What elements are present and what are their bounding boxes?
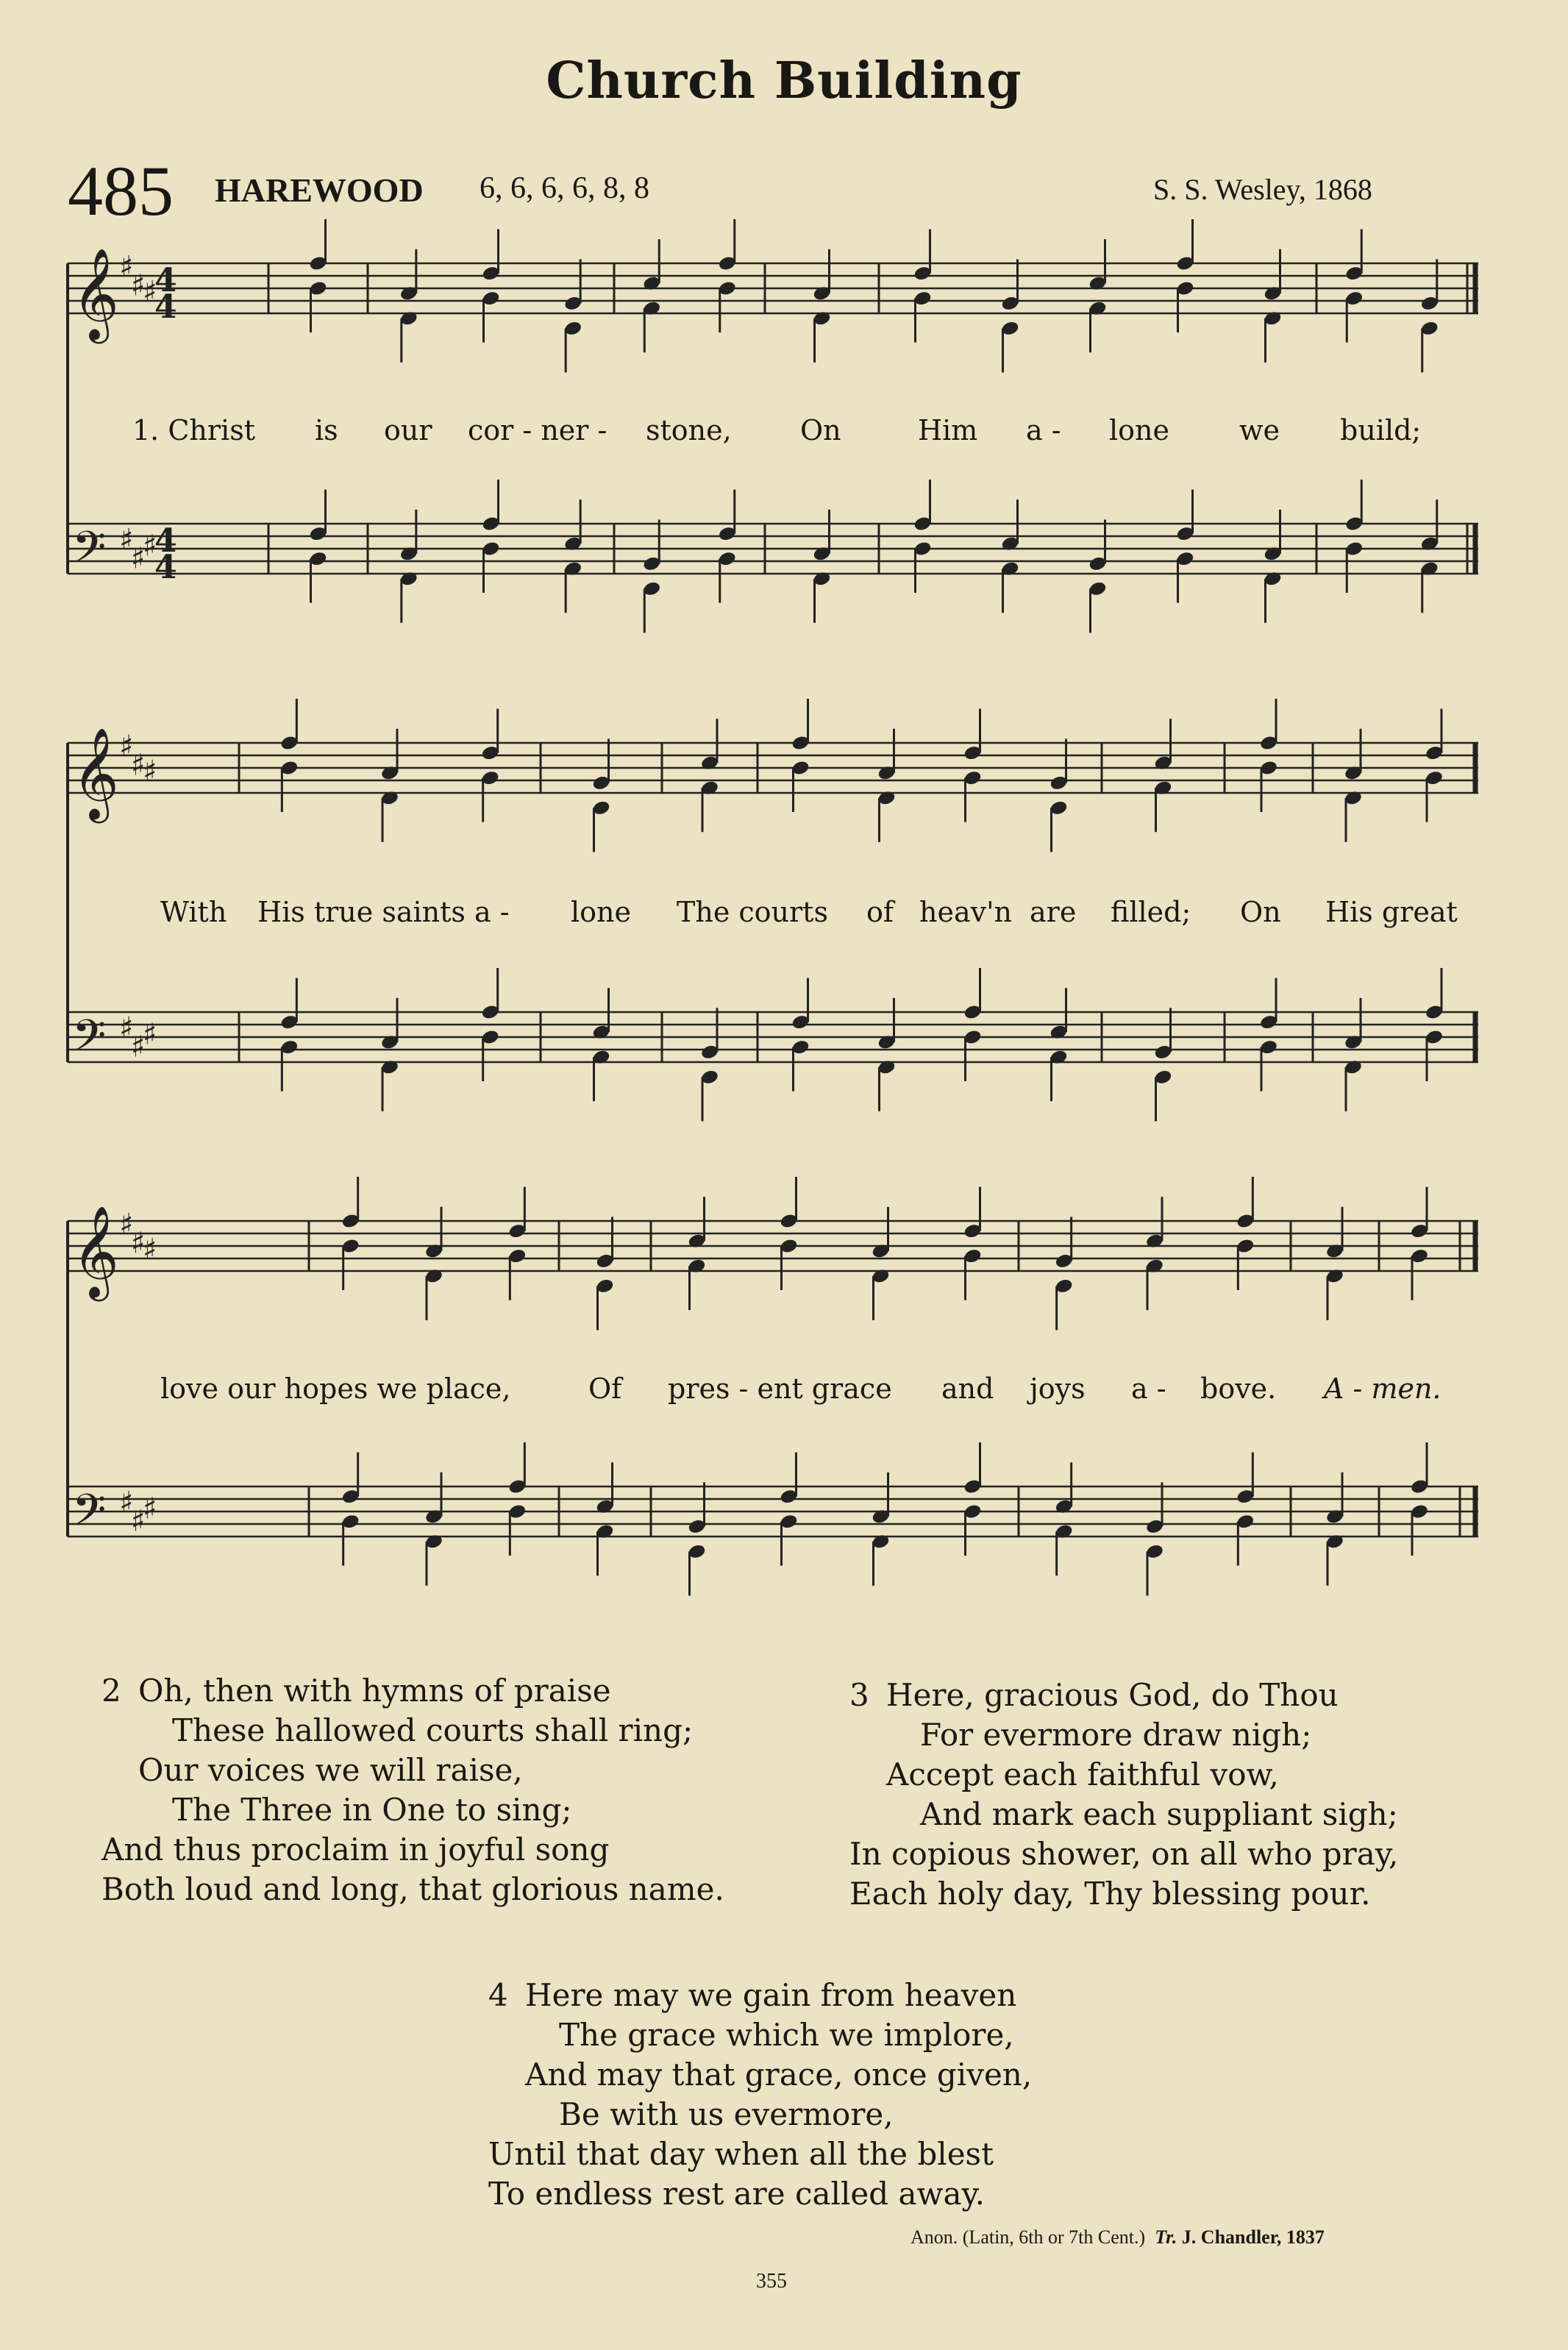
time-signature-top: 4 bbox=[154, 262, 177, 299]
verse-number: 3 bbox=[849, 1677, 869, 1713]
lyric-syllable: build; bbox=[1340, 414, 1422, 446]
lyric-syllable: On bbox=[800, 414, 841, 446]
verse-line: These hallowed courts shall ring; bbox=[172, 1712, 694, 1748]
verse-line: To endless rest are called away. bbox=[488, 2176, 986, 2212]
verse-4 bbox=[488, 1976, 1032, 2214]
attribution-source: Anon. (Latin, 6th or 7th Cent.) bbox=[910, 2226, 1146, 2248]
lyric-syllable: On bbox=[1240, 896, 1281, 928]
lyric-syllable: stone, bbox=[646, 414, 732, 446]
lyric-syllable: we bbox=[1239, 414, 1280, 446]
verse-line: In copious shower, on all who pray, bbox=[849, 1836, 1399, 1872]
lyric-syllable: pres - ent grace bbox=[668, 1372, 892, 1405]
lyric-syllable: are bbox=[1030, 896, 1077, 928]
verse-line: For evermore draw nigh; bbox=[920, 1717, 1312, 1753]
sharp-icon: ♯ bbox=[143, 1233, 157, 1267]
meter: 6, 6, 6, 6, 8, 8 bbox=[480, 171, 649, 205]
lyric-syllable: cor - ner - bbox=[468, 414, 607, 446]
sharp-icon: ♯ bbox=[143, 755, 157, 788]
bass-clef-icon: 𝄢 bbox=[72, 1010, 107, 1072]
sharp-icon: ♯ bbox=[119, 250, 134, 284]
lyric-syllable: With bbox=[160, 896, 227, 928]
lyric-syllable: our bbox=[384, 414, 432, 446]
bass-clef-icon: 𝄢 bbox=[72, 521, 107, 583]
verse-line: The grace which we implore, bbox=[559, 2017, 1014, 2053]
hymn-number: 485 bbox=[68, 152, 174, 230]
treble-clef-icon: 𝄞 bbox=[72, 1206, 119, 1297]
bass-clef-icon: 𝄢 bbox=[72, 1484, 107, 1546]
treble-clef-icon: 𝄞 bbox=[72, 727, 119, 819]
verse-line: And thus proclaim in joyful song bbox=[101, 1831, 610, 1867]
translator: J. Chandler, 1837 bbox=[1181, 2226, 1325, 2248]
treble-clef-icon: 𝄞 bbox=[72, 248, 119, 340]
lyric-syllable: bove. bbox=[1200, 1372, 1277, 1405]
page-number: 355 bbox=[756, 2270, 787, 2293]
lyric-syllable: of bbox=[866, 896, 894, 928]
sharp-icon: ♯ bbox=[131, 1030, 146, 1064]
verse-2 bbox=[101, 1671, 724, 1909]
verse-number: 2 bbox=[101, 1673, 121, 1709]
lyric-syllable: filled; bbox=[1111, 896, 1191, 928]
lyric-syllable: love our hopes we place, bbox=[160, 1372, 511, 1405]
lyric-syllable: His great bbox=[1325, 896, 1458, 928]
sharp-icon: ♯ bbox=[131, 748, 146, 783]
lyric-syllable: Him bbox=[918, 414, 978, 446]
sharp-icon: ♯ bbox=[119, 1486, 134, 1520]
sharp-icon: ♯ bbox=[131, 268, 146, 303]
lyric-syllable: 1. Christ bbox=[132, 414, 255, 446]
verse-line: Oh, then with hymns of praise bbox=[138, 1673, 611, 1709]
time-signature-bottom: 4 bbox=[154, 288, 177, 326]
verse-line: Be with us evermore, bbox=[559, 2096, 894, 2132]
verse-line: Accept each faithful vow, bbox=[886, 1756, 1279, 1792]
sharp-icon: ♯ bbox=[143, 1492, 157, 1526]
lyric-syllable: Of bbox=[588, 1372, 622, 1405]
verse-3 bbox=[849, 1676, 1398, 1914]
lyric-syllable: is bbox=[315, 414, 338, 446]
sharp-icon: ♯ bbox=[119, 1011, 134, 1045]
time-signature-top: 4 bbox=[154, 522, 177, 560]
lyric-syllable: heav'n bbox=[919, 896, 1013, 928]
sharp-icon: ♯ bbox=[143, 275, 157, 309]
sharp-icon: ♯ bbox=[131, 1226, 146, 1261]
sharp-icon: ♯ bbox=[119, 730, 134, 763]
lyric-syllable: a - bbox=[1131, 1372, 1166, 1405]
verse-line: And may that grace, once given, bbox=[525, 2057, 1033, 2093]
sharp-icon: ♯ bbox=[119, 523, 134, 557]
attribution bbox=[910, 2226, 1325, 2248]
lyric-syllable: His true saints a - bbox=[257, 896, 510, 928]
verse-line: Our voices we will raise, bbox=[138, 1752, 523, 1788]
lyric-syllable: lone bbox=[1109, 414, 1169, 446]
time-signature-bottom: 4 bbox=[154, 549, 177, 586]
verse-line: Each holy day, Thy blessing pour. bbox=[849, 1876, 1371, 1912]
translator-prefix: Tr. bbox=[1155, 2226, 1177, 2248]
page-title: Church Building bbox=[546, 51, 1022, 110]
lyric-syllable: The courts bbox=[677, 896, 828, 928]
sharp-icon: ♯ bbox=[131, 1504, 146, 1539]
sharp-icon: ♯ bbox=[131, 541, 146, 576]
verse-line: And mark each suppliant sigh; bbox=[920, 1796, 1398, 1832]
tune-name: HAREWOOD bbox=[215, 171, 424, 209]
verse-line: The Three in One to sing; bbox=[172, 1792, 572, 1828]
verse-line: Until that day when all the blest bbox=[488, 2136, 994, 2172]
sharp-icon: ♯ bbox=[143, 1017, 157, 1052]
lyric-amen: A - men. bbox=[1324, 1372, 1442, 1405]
lyric-syllable: joys bbox=[1030, 1372, 1086, 1405]
lyric-syllable: and bbox=[941, 1372, 994, 1405]
lyric-syllable: lone bbox=[571, 896, 631, 928]
lyric-syllable: a - bbox=[1026, 414, 1061, 446]
verse-line: Here, gracious God, do Thou bbox=[886, 1677, 1339, 1713]
verse-number: 4 bbox=[488, 1977, 508, 2013]
verse-line: Both loud and long, that glorious name. bbox=[101, 1871, 724, 1907]
sharp-icon: ♯ bbox=[119, 1208, 134, 1242]
composer: S. S. Wesley, 1868 bbox=[1153, 173, 1372, 206]
verse-line: Here may we gain from heaven bbox=[525, 1977, 1017, 2013]
sharp-icon: ♯ bbox=[143, 529, 157, 563]
